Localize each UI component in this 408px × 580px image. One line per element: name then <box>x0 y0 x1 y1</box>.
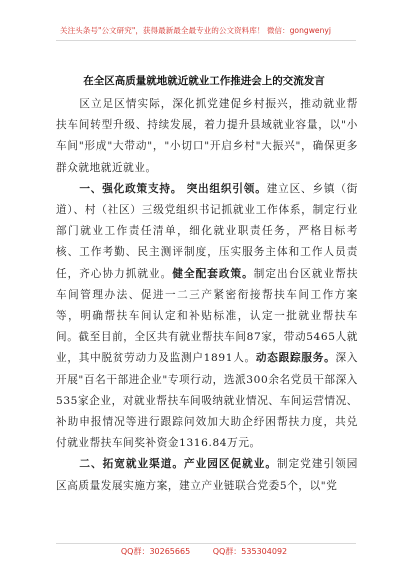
section-2-text-1: 制定党建引领园区高质量发展实施方案，建立产业链联合党委5个，以"党 <box>56 458 358 492</box>
intro-paragraph: 区立足区情实际，深化抓党建促乡村振兴，推动就业帮扶车间转型升级、持续发展，着力提升县域就业容量，以"小车间"形成"大带动"，"小切口"开启乡村"大振兴"，确保更多群众就地就近就业。 <box>56 98 358 174</box>
section-1-text-1: 建立区、乡镇（街道）、村（社区）三级党组织书记抓就业工作体系，制定行业部门就业工作责任清单，细化就业职责任务，严格目标考核、工作考勤、民主测评制度，压实服务主体和工作人员责任，齐心协力抓就业。 <box>56 182 359 280</box>
footer-contacts <box>0 546 408 557</box>
document-body <box>56 94 358 497</box>
footer-divider <box>56 543 356 544</box>
section-1-text-3: 深入开展"百名干部进企业"专项行动，选派300余名党员干部深入535家企业，对就业帮扶车间吸纳就业情况、车间运营情况、补助申报情况等进行跟踪问效加大助企纾困帮扶力度，共兑付就业帮扶车间奖补资金1316.84万元。 <box>56 352 359 450</box>
document-title: 在全区高质量就地就近就业工作推进会上的交流发言 <box>83 75 325 87</box>
section-1-paragraph <box>56 179 358 455</box>
section-1-text-2: 制定出台区就业帮扶车间管理办法、促进一二三产紧密衔接帮扶车间工作方案等，明确帮扶车间认定和补贴标准，认定一批就业帮扶车间。截至目前，全区共有就业帮扶车间87家，带动5465人就业，其中脱贫劳动力及监测户1891人。 <box>56 267 359 365</box>
section-2-heading: 二、拓宽就业渠道。 <box>79 458 184 471</box>
footer-qq-1: QQ群：30265665 <box>120 547 191 556</box>
section-1-sub-1: 突出组织引领。 <box>186 182 267 195</box>
section-2-sub-1: 产业园区促就业。 <box>183 458 278 471</box>
footer-qq-2: QQ群：535304092 <box>212 547 288 556</box>
section-1-heading: 一、强化政策支持。 <box>79 182 183 195</box>
section-2-paragraph <box>56 454 358 496</box>
section-1-sub-2: 健全配套政策。 <box>172 267 254 280</box>
section-1-sub-3: 动态跟踪服务。 <box>255 352 336 365</box>
header-banner: 关注头条号"公文研究"，获得最新最全最专业的公文资料库！ 微信：gongwenyj <box>60 26 332 35</box>
